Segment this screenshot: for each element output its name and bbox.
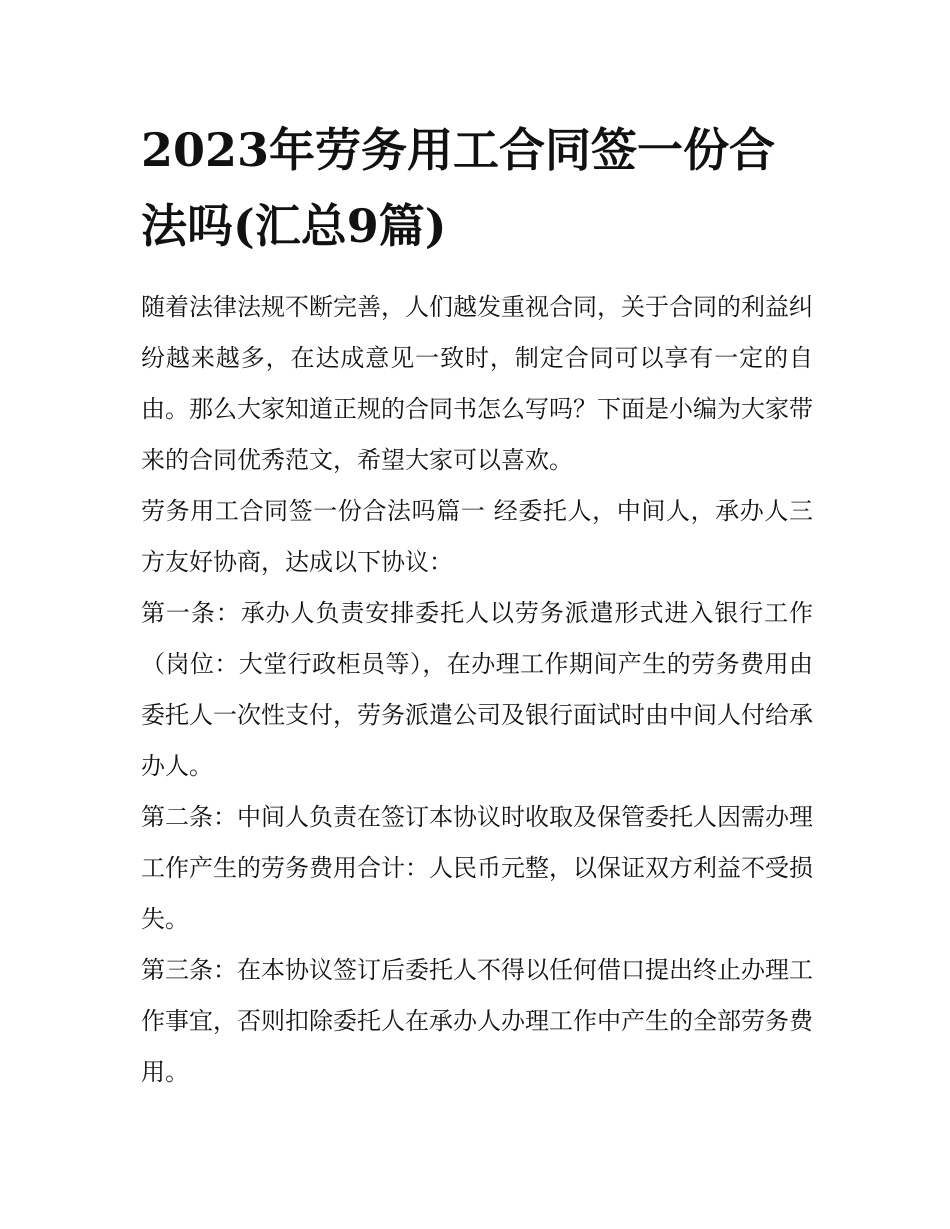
document-body <box>141 112 813 1098</box>
section-one-heading-paragraph: 劳务用工合同签一份合法吗篇一 经委托人，中间人，承办人三方友好协商，达成以下协议： <box>141 497 813 576</box>
intro-paragraph: 随着法律法规不断完善，人们越发重视合同，关于合同的利益纠纷越来越多，在达成意见一致时，制定合同可以享有一定的自由。那么大家知道正规的合同书怎么写吗？下面是小编为大家带来的合同优秀范文，希望大家可以喜欢。 <box>141 293 813 474</box>
article-one-paragraph: 第一条：承办人负责安排委托人以劳务派遣形式进入银行工作（岗位：大堂行政柜员等），在办理工作期间产生的劳务费用由委托人一次性支付，劳务派遣公司及银行面试时由中间人付给承办人。 <box>141 599 813 780</box>
article-two-paragraph: 第二条：中间人负责在签订本协议时收取及保管委托人因需办理工作产生的劳务费用合计：人民币元整，以保证双方利益不受损失。 <box>141 803 813 933</box>
document-title: 2023年劳务用工合同签一份合法吗(汇总9篇) <box>141 123 776 253</box>
article-three-paragraph: 第三条：在本协议签订后委托人不得以任何借口提出终止办理工作事宜，否则扣除委托人在承办人办理工作中产生的全部劳务费用。 <box>141 956 813 1086</box>
